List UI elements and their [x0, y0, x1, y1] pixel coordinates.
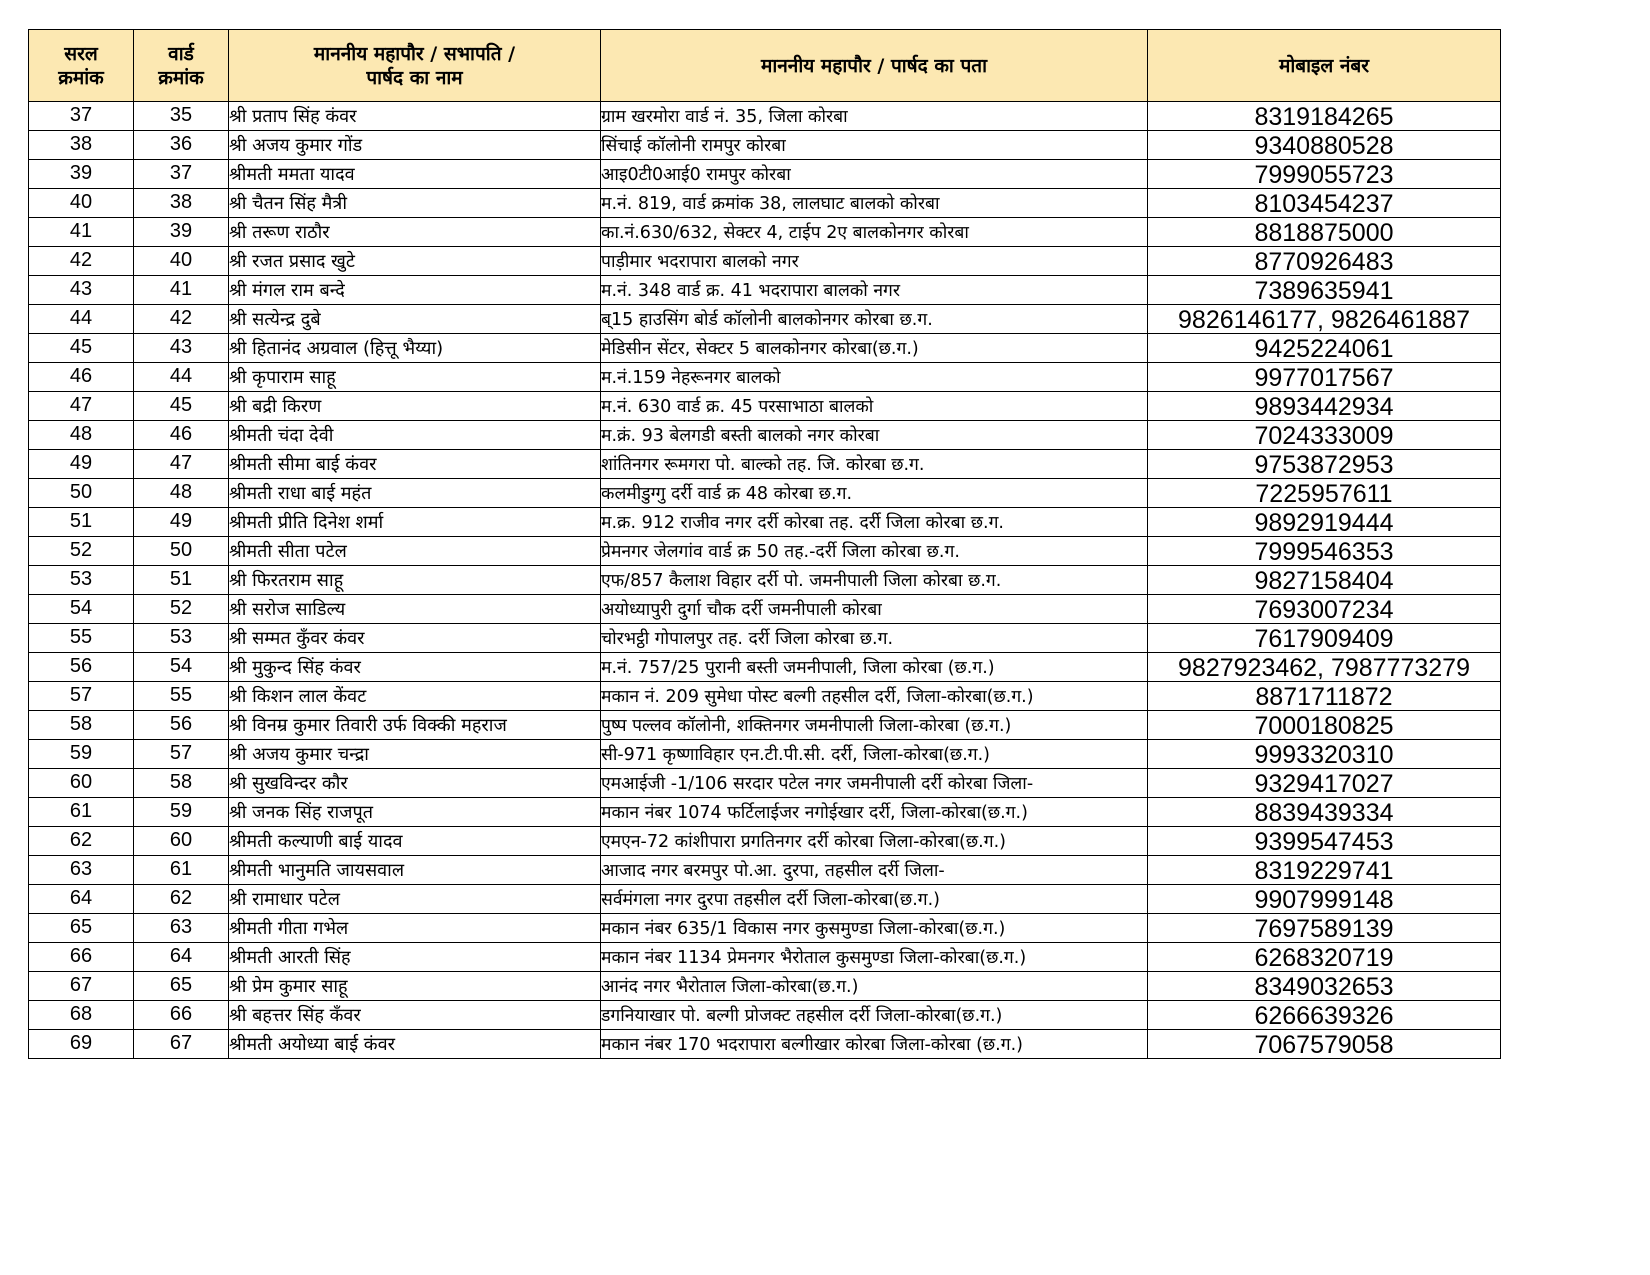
table-row	[29, 798, 1501, 827]
ward-no-cell: 66	[134, 1001, 229, 1030]
name-cell: श्री सुखविन्दर कौर	[229, 769, 601, 798]
name-cell: श्री बद्री किरण	[229, 392, 601, 421]
address-cell: म.क्र. 912 राजीव नगर दर्री कोरबा तह. दर्री जिला कोरबा छ.ग.	[601, 508, 1148, 537]
address-cell: म.नं. 630 वार्ड क्र. 45 परसाभाठा बालको	[601, 392, 1148, 421]
serial-no-cell: 43	[29, 276, 134, 305]
table-row	[29, 943, 1501, 972]
address-cell: एमएन-72 कांशीपारा प्रगतिनगर दर्री कोरबा जिला-कोरबा(छ.ग.)	[601, 827, 1148, 856]
ward-no-cell: 41	[134, 276, 229, 305]
ward-no-cell: 48	[134, 479, 229, 508]
mobile-cell: 9399547453	[1148, 827, 1501, 856]
name-cell: श्रीमती प्रीति दिनेश शर्मा	[229, 508, 601, 537]
ward-no-cell: 45	[134, 392, 229, 421]
name-cell: श्री मुकुन्द सिंह कंवर	[229, 653, 601, 682]
mobile-cell: 7000180825	[1148, 711, 1501, 740]
table-row	[29, 276, 1501, 305]
mobile-cell: 8319184265	[1148, 102, 1501, 131]
name-cell: श्री बहत्तर सिंह कँवर	[229, 1001, 601, 1030]
name-cell: श्री फिरतराम साहू	[229, 566, 601, 595]
name-cell: श्री मंगल राम बन्दे	[229, 276, 601, 305]
serial-no-cell: 48	[29, 421, 134, 450]
table-row	[29, 537, 1501, 566]
serial-no-cell: 42	[29, 247, 134, 276]
address-cell: मेडिसीन सेंटर, सेक्टर 5 बालकोनगर कोरबा(छ.ग.)	[601, 334, 1148, 363]
table-row	[29, 305, 1501, 334]
address-cell: मकान नंबर 635/1 विकास नगर कुसमुण्डा जिला-कोरबा(छ.ग.)	[601, 914, 1148, 943]
table-row	[29, 1001, 1501, 1030]
serial-no-cell: 65	[29, 914, 134, 943]
mobile-cell: 6268320719	[1148, 943, 1501, 972]
mobile-cell: 8871711872	[1148, 682, 1501, 711]
table-row	[29, 1030, 1501, 1059]
ward-no-cell: 36	[134, 131, 229, 160]
table-row	[29, 624, 1501, 653]
mobile-cell: 8818875000	[1148, 218, 1501, 247]
table-row	[29, 131, 1501, 160]
mobile-cell: 9753872953	[1148, 450, 1501, 479]
councillor-directory-table	[28, 29, 1501, 1059]
ward-no-cell: 57	[134, 740, 229, 769]
ward-no-cell: 37	[134, 160, 229, 189]
name-cell: श्री विनम्र कुमार तिवारी उर्फ विक्की महराज	[229, 711, 601, 740]
table-row	[29, 827, 1501, 856]
header-serial-no-line2: क्रमांक	[58, 66, 104, 89]
address-cell: एमआईजी -1/106 सरदार पटेल नगर जमनीपाली दर्री कोरबा जिला-	[601, 769, 1148, 798]
table-row	[29, 450, 1501, 479]
ward-no-cell: 63	[134, 914, 229, 943]
serial-no-cell: 51	[29, 508, 134, 537]
mobile-cell: 7697589139	[1148, 914, 1501, 943]
name-cell: श्रीमती राधा बाई महंत	[229, 479, 601, 508]
serial-no-cell: 55	[29, 624, 134, 653]
address-cell: मकान नंबर 170 भदरापारा बल्गीखार कोरबा जिला-कोरबा (छ.ग.)	[601, 1030, 1148, 1059]
mobile-cell: 9892919444	[1148, 508, 1501, 537]
name-cell: श्री रजत प्रसाद खुटे	[229, 247, 601, 276]
name-cell: श्री किशन लाल केंवट	[229, 682, 601, 711]
address-cell: एफ/857 कैलाश विहार दर्री पो. जमनीपाली जिला कोरबा छ.ग.	[601, 566, 1148, 595]
name-cell: श्रीमती गीता गभेल	[229, 914, 601, 943]
address-cell: आजाद नगर बरमपुर पो.आ. दुरपा, तहसील दर्री जिला-	[601, 856, 1148, 885]
table-row	[29, 508, 1501, 537]
serial-no-cell: 46	[29, 363, 134, 392]
name-cell: श्रीमती सीमा बाई कंवर	[229, 450, 601, 479]
serial-no-cell: 60	[29, 769, 134, 798]
mobile-cell: 8349032653	[1148, 972, 1501, 1001]
name-cell: श्रीमती सीता पटेल	[229, 537, 601, 566]
ward-no-cell: 53	[134, 624, 229, 653]
serial-no-cell: 52	[29, 537, 134, 566]
serial-no-cell: 53	[29, 566, 134, 595]
mobile-cell: 9340880528	[1148, 131, 1501, 160]
ward-no-cell: 52	[134, 595, 229, 624]
mobile-cell: 6266639326	[1148, 1001, 1501, 1030]
ward-no-cell: 43	[134, 334, 229, 363]
table-row	[29, 363, 1501, 392]
serial-no-cell: 57	[29, 682, 134, 711]
header-row	[29, 30, 1501, 102]
serial-no-cell: 69	[29, 1030, 134, 1059]
address-cell: शांतिनगर रूमगरा पो. बाल्को तह. जि. कोरबा छ.ग.	[601, 450, 1148, 479]
serial-no-cell: 37	[29, 102, 134, 131]
ward-no-cell: 55	[134, 682, 229, 711]
name-cell: श्री अजय कुमार गोंड	[229, 131, 601, 160]
header-serial-no	[29, 30, 134, 102]
address-cell: डगनियाखार पो. बल्गी प्रोजक्ट तहसील दर्री जिला-कोरबा(छ.ग.)	[601, 1001, 1148, 1030]
header-ward-no-line2: क्रमांक	[158, 66, 204, 89]
table-row	[29, 334, 1501, 363]
address-cell: पुष्प पल्लव कॉलोनी, शक्तिनगर जमनीपाली जिला-कोरबा (छ.ग.)	[601, 711, 1148, 740]
name-cell: श्री सत्येन्द्र दुबे	[229, 305, 601, 334]
mobile-cell: 7999055723	[1148, 160, 1501, 189]
ward-no-cell: 47	[134, 450, 229, 479]
table-row	[29, 595, 1501, 624]
table-row	[29, 392, 1501, 421]
name-cell: श्रीमती आरती सिंह	[229, 943, 601, 972]
table-row	[29, 972, 1501, 1001]
serial-no-cell: 58	[29, 711, 134, 740]
serial-no-cell: 54	[29, 595, 134, 624]
address-cell: मकान नं. 209 सुमेधा पोस्ट बल्गी तहसील दर्री, जिला-कोरबा(छ.ग.)	[601, 682, 1148, 711]
mobile-cell: 9977017567	[1148, 363, 1501, 392]
ward-no-cell: 67	[134, 1030, 229, 1059]
address-cell: चोरभट्ठी गोपालपुर तह. दर्री जिला कोरबा छ.ग.	[601, 624, 1148, 653]
mobile-cell: 9826146177, 9826461887	[1148, 305, 1501, 334]
ward-no-cell: 61	[134, 856, 229, 885]
table-row	[29, 711, 1501, 740]
table-row	[29, 885, 1501, 914]
header-mobile: मोबाइल नंबर	[1148, 30, 1501, 102]
table-row	[29, 653, 1501, 682]
ward-no-cell: 49	[134, 508, 229, 537]
table-row	[29, 914, 1501, 943]
serial-no-cell: 68	[29, 1001, 134, 1030]
ward-no-cell: 64	[134, 943, 229, 972]
mobile-cell: 8770926483	[1148, 247, 1501, 276]
header-ward-no	[134, 30, 229, 102]
ward-no-cell: 51	[134, 566, 229, 595]
mobile-cell: 7067579058	[1148, 1030, 1501, 1059]
table-row	[29, 479, 1501, 508]
serial-no-cell: 64	[29, 885, 134, 914]
address-cell: आइ0टी0आई0 रामपुर कोरबा	[601, 160, 1148, 189]
ward-no-cell: 40	[134, 247, 229, 276]
serial-no-cell: 63	[29, 856, 134, 885]
ward-no-cell: 60	[134, 827, 229, 856]
table-row	[29, 682, 1501, 711]
name-cell: श्री रामाधार पटेल	[229, 885, 601, 914]
name-cell: श्रीमती ममता यादव	[229, 160, 601, 189]
ward-no-cell: 38	[134, 189, 229, 218]
header-address: माननीय महापौर / पार्षद का पता	[601, 30, 1148, 102]
table-row	[29, 421, 1501, 450]
table-row	[29, 740, 1501, 769]
mobile-cell: 9329417027	[1148, 769, 1501, 798]
address-cell: म.क्रं. 93 बेलगडी बस्ती बालको नगर कोरबा	[601, 421, 1148, 450]
name-cell: श्री अजय कुमार चन्द्रा	[229, 740, 601, 769]
mobile-cell: 9827158404	[1148, 566, 1501, 595]
ward-no-cell: 58	[134, 769, 229, 798]
table-row	[29, 160, 1501, 189]
name-cell: श्री सम्मत कुँवर कंवर	[229, 624, 601, 653]
ward-no-cell: 56	[134, 711, 229, 740]
header-name	[229, 30, 601, 102]
header-ward-no-line1: वार्ड	[168, 42, 194, 65]
name-cell: श्री चैतन सिंह मैत्री	[229, 189, 601, 218]
address-cell: अयोध्यापुरी दुर्गा चौक दर्री जमनीपाली कोरबा	[601, 595, 1148, 624]
ward-no-cell: 42	[134, 305, 229, 334]
mobile-cell: 8839439334	[1148, 798, 1501, 827]
table-header	[29, 30, 1501, 102]
name-cell: श्रीमती अयोध्या बाई कंवर	[229, 1030, 601, 1059]
name-cell: श्री कृपाराम साहू	[229, 363, 601, 392]
serial-no-cell: 67	[29, 972, 134, 1001]
address-cell: सर्वमंगला नगर दुरपा तहसील दर्री जिला-कोरबा(छ.ग.)	[601, 885, 1148, 914]
address-cell: सी-971 कृष्णाविहार एन.टी.पी.सी. दर्री, जिला-कोरबा(छ.ग.)	[601, 740, 1148, 769]
serial-no-cell: 41	[29, 218, 134, 247]
address-cell: ब्15 हाउसिंग बोर्ड कॉलोनी बालकोनगर कोरबा छ.ग.	[601, 305, 1148, 334]
serial-no-cell: 59	[29, 740, 134, 769]
serial-no-cell: 62	[29, 827, 134, 856]
serial-no-cell: 39	[29, 160, 134, 189]
table-body	[29, 102, 1501, 1059]
address-cell: कलमीडुग्गु दर्री वार्ड क्र 48 कोरबा छ.ग.	[601, 479, 1148, 508]
ward-no-cell: 54	[134, 653, 229, 682]
serial-no-cell: 44	[29, 305, 134, 334]
address-cell: पाड़ीमार भदरापारा बालको नगर	[601, 247, 1148, 276]
ward-no-cell: 62	[134, 885, 229, 914]
serial-no-cell: 50	[29, 479, 134, 508]
header-name-line1: माननीय महापौर / सभापति /	[313, 42, 516, 65]
table-row	[29, 102, 1501, 131]
mobile-cell: 7389635941	[1148, 276, 1501, 305]
name-cell: श्री हितानंद अग्रवाल (हित्तू भैय्या)	[229, 334, 601, 363]
serial-no-cell: 56	[29, 653, 134, 682]
ward-no-cell: 46	[134, 421, 229, 450]
mobile-cell: 9893442934	[1148, 392, 1501, 421]
mobile-cell: 9907999148	[1148, 885, 1501, 914]
ward-no-cell: 39	[134, 218, 229, 247]
address-cell: आनंद नगर भैरोताल जिला-कोरबा(छ.ग.)	[601, 972, 1148, 1001]
name-cell: श्री जनक सिंह राजपूत	[229, 798, 601, 827]
mobile-cell: 7617909409	[1148, 624, 1501, 653]
header-serial-no-line1: सरल	[64, 42, 98, 65]
address-cell: म.नं. 819, वार्ड क्रमांक 38, लालघाट बालको कोरबा	[601, 189, 1148, 218]
ward-no-cell: 44	[134, 363, 229, 392]
mobile-cell: 9425224061	[1148, 334, 1501, 363]
mobile-cell: 9827923462, 7987773279	[1148, 653, 1501, 682]
name-cell: श्रीमती चंदा देवी	[229, 421, 601, 450]
name-cell: श्री तरूण राठौर	[229, 218, 601, 247]
ward-no-cell: 65	[134, 972, 229, 1001]
serial-no-cell: 45	[29, 334, 134, 363]
ward-no-cell: 50	[134, 537, 229, 566]
serial-no-cell: 66	[29, 943, 134, 972]
header-name-line2: पार्षद का नाम	[366, 66, 463, 89]
table-row	[29, 856, 1501, 885]
mobile-cell: 8319229741	[1148, 856, 1501, 885]
name-cell: श्रीमती कल्याणी बाई यादव	[229, 827, 601, 856]
table-row	[29, 769, 1501, 798]
table-row	[29, 566, 1501, 595]
mobile-cell: 7024333009	[1148, 421, 1501, 450]
table-row	[29, 189, 1501, 218]
mobile-cell: 7225957611	[1148, 479, 1501, 508]
address-cell: का.नं.630/632, सेक्टर 4, टाईप 2ए बालकोनगर कोरबा	[601, 218, 1148, 247]
serial-no-cell: 38	[29, 131, 134, 160]
mobile-cell: 7693007234	[1148, 595, 1501, 624]
address-cell: प्रेमनगर जेलगांव वार्ड क्र 50 तह.-दर्री जिला कोरबा छ.ग.	[601, 537, 1148, 566]
ward-no-cell: 59	[134, 798, 229, 827]
address-cell: म.नं.159 नेहरूनगर बालको	[601, 363, 1148, 392]
mobile-cell: 7999546353	[1148, 537, 1501, 566]
name-cell: श्रीमती भानुमति जायसवाल	[229, 856, 601, 885]
address-cell: म.नं. 757/25 पुरानी बस्ती जमनीपाली, जिला कोरबा (छ.ग.)	[601, 653, 1148, 682]
serial-no-cell: 49	[29, 450, 134, 479]
ward-no-cell: 35	[134, 102, 229, 131]
mobile-cell: 8103454237	[1148, 189, 1501, 218]
name-cell: श्री प्रेम कुमार साहू	[229, 972, 601, 1001]
serial-no-cell: 40	[29, 189, 134, 218]
serial-no-cell: 47	[29, 392, 134, 421]
address-cell: ग्राम खरमोरा वार्ड नं. 35, जिला कोरबा	[601, 102, 1148, 131]
address-cell: मकान नंबर 1134 प्रेमनगर भैरोताल कुसमुण्डा जिला-कोरबा(छ.ग.)	[601, 943, 1148, 972]
address-cell: मकान नंबर 1074 फर्टिलाईजर नगोईखार दर्री, जिला-कोरबा(छ.ग.)	[601, 798, 1148, 827]
table-row	[29, 247, 1501, 276]
name-cell: श्री सरोज साडिल्य	[229, 595, 601, 624]
address-cell: म.नं. 348 वार्ड क्र. 41 भदरापारा बालको नगर	[601, 276, 1148, 305]
table-row	[29, 218, 1501, 247]
name-cell: श्री प्रताप सिंह कंवर	[229, 102, 601, 131]
address-cell: सिंचाई कॉलोनी रामपुर कोरबा	[601, 131, 1148, 160]
mobile-cell: 9993320310	[1148, 740, 1501, 769]
serial-no-cell: 61	[29, 798, 134, 827]
